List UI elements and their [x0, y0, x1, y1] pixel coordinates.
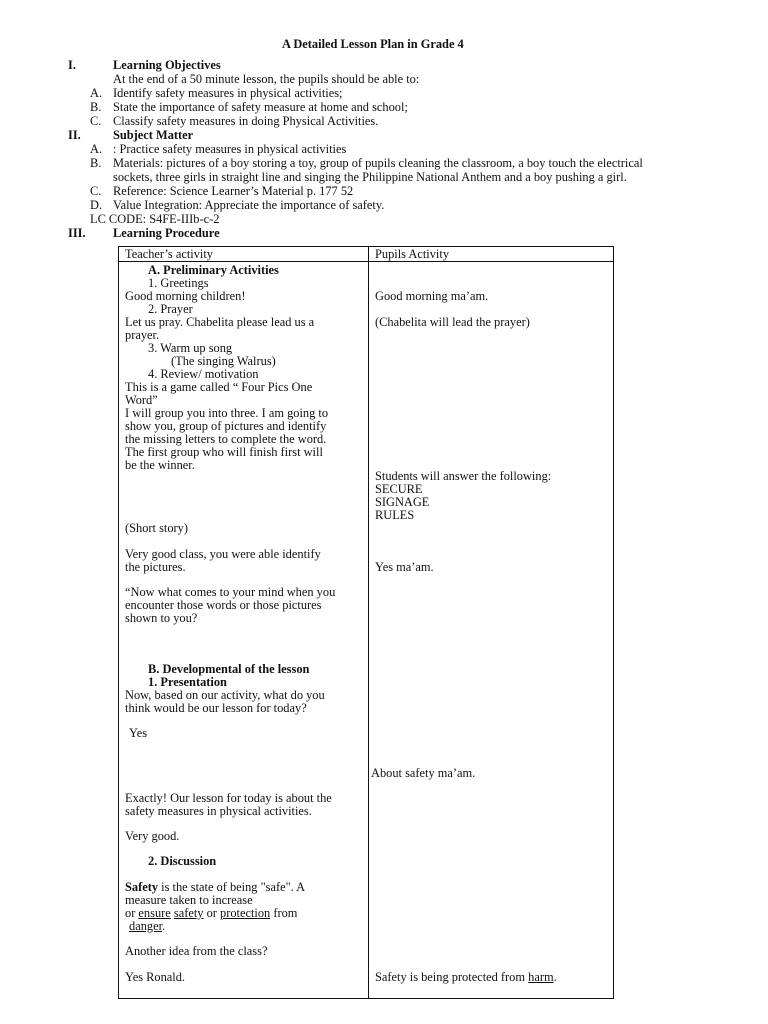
section-numeral-procedure: III.: [68, 226, 86, 240]
teacher-line: Yes Ronald.: [125, 970, 186, 984]
subject-letter: B.: [90, 156, 102, 170]
safety-definition-line: [125, 906, 297, 920]
subject-text: Materials: pictures of a boy storing a toy, group of pupils cleaning the classroom, a boy touch the electrical: [113, 156, 643, 170]
subject-text: : Practice safety measures in physical activities: [113, 142, 347, 156]
objective-letter: C.: [90, 114, 102, 128]
safety-term: Safety: [125, 880, 159, 894]
link-harm[interactable]: harm: [528, 970, 554, 984]
header-pupils-activity: Pupils Activity: [369, 247, 614, 262]
teacher-line: safety measures in physical activities.: [125, 804, 312, 818]
objective-letter: B.: [90, 100, 102, 114]
definition-text: .: [162, 919, 166, 933]
section-heading-objectives: Learning Objectives: [113, 58, 221, 72]
developmental-heading: B. Developmental of the lesson: [148, 662, 310, 676]
objective-text: Identify safety measures in physical activities;: [113, 86, 343, 100]
teacher-line: shown to you?: [125, 611, 198, 625]
definition-text: is the state of being "safe". A: [158, 880, 306, 894]
teacher-line: I will group you into three. I am going to: [125, 406, 329, 420]
subject-letter: C.: [90, 184, 102, 198]
answer-item: RULES: [375, 508, 415, 522]
teacher-line: “Now what comes to your mind when you: [125, 585, 336, 599]
subject-letter: D.: [90, 198, 103, 212]
step-presentation: 1. Presentation: [148, 675, 227, 689]
subject-text: Value Integration: Appreciate the importance of safety.: [113, 198, 385, 212]
definition-text: from: [270, 906, 298, 920]
objectives-intro: At the end of a 50 minute lesson, the pupils should be able to:: [113, 72, 420, 86]
table-header-row: [119, 247, 614, 262]
link-safety[interactable]: safety: [173, 906, 204, 920]
teacher-line: encounter those words or those pictures: [125, 598, 322, 612]
teacher-activity-cell: [119, 262, 369, 999]
teacher-line: measure taken to increase: [125, 893, 253, 907]
safety-definition-line: [129, 919, 165, 933]
safety-definition-line: [125, 880, 305, 894]
teacher-line: Very good class, you were able identify: [125, 547, 321, 561]
pupil-line: (Chabelita will lead the prayer): [375, 315, 530, 329]
teacher-line: the pictures.: [125, 560, 186, 574]
teacher-line: (Short story): [125, 521, 188, 535]
link-danger[interactable]: danger: [129, 919, 163, 933]
teacher-line: The first group who will finish first will: [125, 445, 323, 459]
teacher-line: show you, group of pictures and identify: [125, 419, 327, 433]
header-teacher-activity: Teacher’s activity: [119, 247, 369, 262]
teacher-line: This is a game called “ Four Pics One: [125, 380, 313, 394]
table-row: [119, 262, 614, 999]
section-heading-procedure: Learning Procedure: [113, 226, 220, 240]
objective-text: State the importance of safety measure at home and school;: [113, 100, 408, 114]
pupil-line: Yes ma’am.: [375, 560, 434, 574]
step-discussion: 2. Discussion: [148, 854, 217, 868]
step-review: 4. Review/ motivation: [148, 367, 259, 381]
pupil-line: Students will answer the following:: [375, 469, 552, 483]
subject-text-continued: sockets, three girls in straight line and singing the Philippine National Anthem and a boy pushing a girl.: [113, 170, 627, 184]
pupil-text: .: [553, 970, 557, 984]
teacher-line: Another idea from the class?: [125, 944, 268, 958]
subject-letter: A.: [90, 142, 103, 156]
objective-text: Classify safety measures in doing Physical Activities.: [113, 114, 379, 128]
teacher-line: (The singing Walrus): [171, 354, 276, 368]
preliminary-heading: A. Preliminary Activities: [148, 263, 279, 277]
pupil-line: About safety ma’am.: [371, 766, 476, 780]
step-prayer: 2. Prayer: [148, 302, 193, 316]
subject-text: Reference: Science Learner’s Material p. 177 52: [113, 184, 354, 198]
teacher-line: prayer.: [125, 328, 160, 342]
teacher-line: Exactly! Our lesson for today is about the: [125, 791, 332, 805]
pupil-line: Good morning ma’am.: [375, 289, 489, 303]
section-numeral-subject: II.: [68, 128, 81, 142]
teacher-line: Good morning children!: [125, 289, 246, 303]
teacher-line: Yes: [129, 726, 148, 740]
teacher-line: think would be our lesson for today?: [125, 701, 307, 715]
step-warmup: 3. Warm up song: [148, 341, 233, 355]
teacher-line: Very good.: [125, 829, 180, 843]
teacher-line: the missing letters to complete the word.: [125, 432, 327, 446]
teacher-line: Let us pray. Chabelita please lead us a: [125, 315, 315, 329]
link-ensure[interactable]: ensure: [138, 906, 171, 920]
section-heading-subject: Subject Matter: [113, 128, 194, 142]
answer-item: SIGNAGE: [375, 495, 430, 509]
section-numeral-objectives: I.: [68, 58, 76, 72]
teacher-line: Now, based on our activity, what do you: [125, 688, 325, 702]
lesson-table: [118, 246, 614, 999]
definition-text: or: [125, 906, 139, 920]
lc-code: LC CODE: S4FE-IIIb-c-2: [90, 212, 220, 226]
document-title: A Detailed Lesson Plan in Grade 4: [282, 37, 464, 51]
link-protection[interactable]: protection: [220, 906, 271, 920]
step-greetings: 1. Greetings: [148, 276, 209, 290]
teacher-line: Word”: [125, 393, 158, 407]
pupil-text: Safety is being protected from: [375, 970, 529, 984]
objective-letter: A.: [90, 86, 103, 100]
teacher-line: be the winner.: [125, 458, 195, 472]
pupils-activity-cell: [369, 262, 614, 999]
definition-text: or: [203, 906, 220, 920]
pupil-line: [375, 970, 557, 984]
answer-item: SECURE: [375, 482, 423, 496]
